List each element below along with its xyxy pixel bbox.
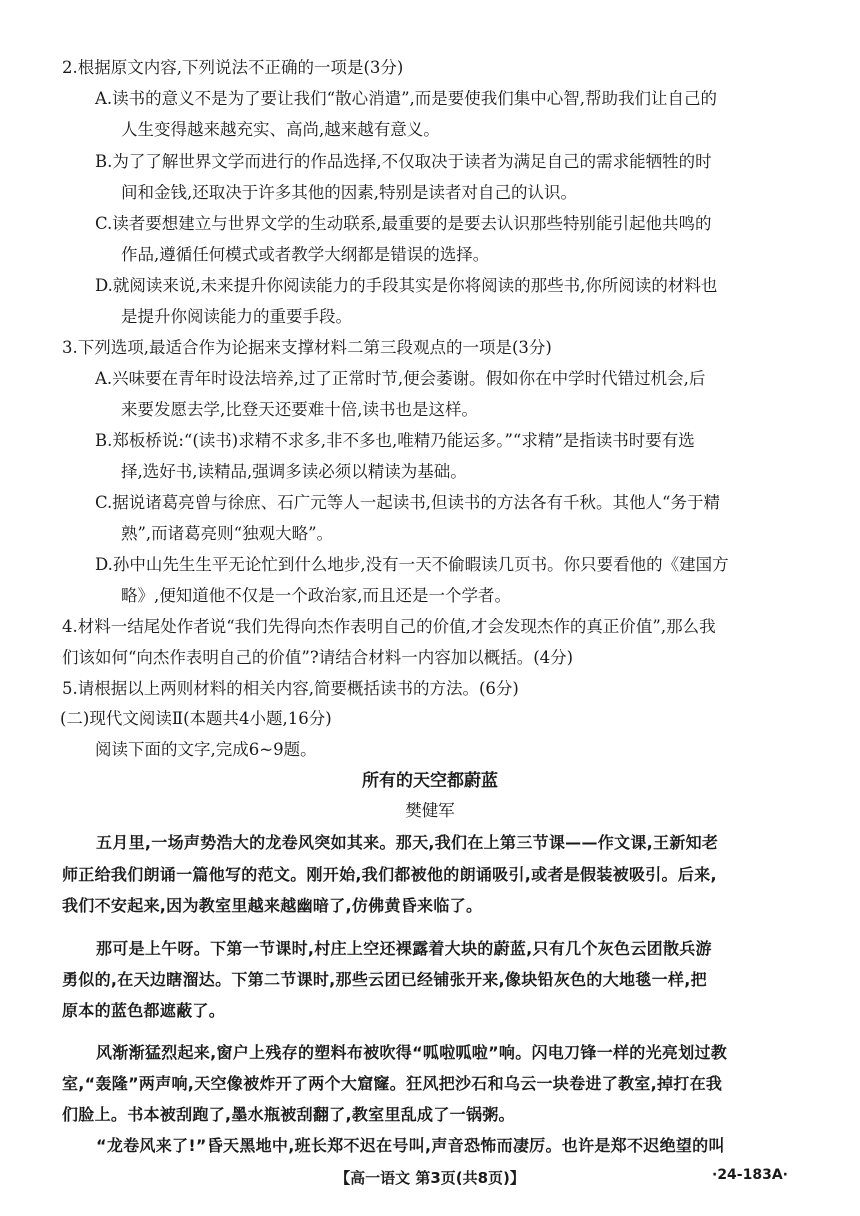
story-paragraph-2-line-3: 原本的蓝色都遮蔽了。 <box>62 1001 226 1020</box>
question-3-option-b: B.郑板桥说:“(读书)求精不求多,非不多也,唯精乃能运多。”“求精”是指读书时要有选 <box>95 431 695 450</box>
question-3-option-c-cont: 熟”,而诸葛亮则“独观大略”。 <box>121 524 334 543</box>
question-4-line-1: 4.材料一结尾处作者说“我们先得向杰作表明自己的价值,才会发现杰作的真正价值”,那么我 <box>62 617 716 636</box>
question-4-line-2: 们该如何“向杰作表明自己的价值”?请结合材料一内容加以概括。(4分) <box>62 648 574 667</box>
question-3-option-a-cont: 来要发愿去学,比登天还要难十倍,读书也是这样。 <box>121 400 478 419</box>
section-heading: (二)现代文阅读Ⅱ(本题共4小题,16分) <box>60 709 332 728</box>
story-paragraph-3-line-1: 风渐渐猛烈起来,窗户上残存的塑料布被吹得“呱啦呱啦”响。闪电刀锋一样的光亮划过教 <box>96 1043 728 1062</box>
story-paragraph-1-line-2: 师正给我们朗诵一篇他写的范文。刚开始,我们都被他的朗诵吸引,或者是假装被吸引。后来, <box>62 865 717 884</box>
question-3-option-b-cont: 择,选好书,读精品,强调多读必须以精读为基础。 <box>121 462 467 481</box>
question-3-option-d-cont: 略》,便知道他不仅是一个政治家,而且还是一个学者。 <box>121 586 511 605</box>
question-2-option-c-cont: 作品,遵循任何模式或者教学大纲都是错误的选择。 <box>121 245 490 264</box>
story-paragraph-2-line-2: 勇似的,在天边瞎溜达。下第二节课时,那些云团已经铺张开来,像块铅灰色的大地毯一样,把 <box>62 970 707 989</box>
question-2-option-b: B.为了了解世界文学而进行的作品选择,不仅取决于读者为满足自己的需求能牺牲的时 <box>95 152 712 171</box>
story-title: 所有的天空都蔚蓝 <box>362 771 498 791</box>
story-paragraph-3-line-2: 室,“轰隆”两声响,天空像被炸开了两个大窟窿。狂风把沙石和乌云一块卷进了教室,掉打在我 <box>62 1074 723 1093</box>
question-2-option-a: A.读书的意义不是为了要让我们“散心消遣”,而是要使我们集中心智,帮助我们让自己的 <box>95 89 718 108</box>
question-3-stem: 3.下列选项,最适合作为论据来支撑材料二第三段观点的一项是(3分) <box>62 338 552 357</box>
story-paragraph-2-line-1: 那可是上午呀。下第一节课时,村庄上空还裸露着大块的蔚蓝,只有几个灰色云团散兵游 <box>96 939 712 958</box>
story-paragraph-3-line-3: 们脸上。书本被刮跑了,墨水瓶被刮翻了,教室里乱成了一锅粥。 <box>62 1105 515 1124</box>
paper-code: ·24-183A· <box>712 1167 788 1183</box>
page-footer: 【高一语文 第3页(共8页)】 <box>335 1169 525 1187</box>
story-paragraph-4-line-1: “龙卷风来了!”昏天黑地中,班长郑不迟在号叫,声音恐怖而凄厉。也许是郑不迟绝望的叫 <box>96 1136 725 1155</box>
story-author: 樊健军 <box>405 801 455 820</box>
question-2-option-a-cont: 人生变得越来越充实、高尚,越来越有意义。 <box>121 120 440 139</box>
question-2-option-d: D.就阅读来说,未来提升你阅读能力的手段其实是你将阅读的那些书,你所阅读的材料也 <box>95 276 718 295</box>
question-3-option-a: A.兴味要在青年时设法培养,过了正常时节,便会萎谢。假如你在中学时代错过机会,后 <box>95 369 706 388</box>
story-paragraph-1-line-1: 五月里,一场声势浩大的龙卷风突如其来。那天,我们在上第三节课——作文课,王新知老 <box>96 833 719 852</box>
question-2-option-d-cont: 是提升你阅读能力的重要手段。 <box>121 307 352 326</box>
reading-instruction: 阅读下面的文字,完成6~9题。 <box>95 740 317 759</box>
question-5: 5.请根据以上两则材料的相关内容,简要概括读书的方法。(6分) <box>62 679 519 698</box>
story-paragraph-1-line-3: 我们不安起来,因为教室里越来越幽暗了,仿佛黄昏来临了。 <box>62 896 483 915</box>
question-3-option-c: C.据说诸葛亮曾与徐庶、石广元等人一起读书,但读书的方法各有千秋。其他人“务于精 <box>95 493 720 512</box>
question-2-option-b-cont: 间和金钱,还取决于许多其他的因素,特别是读者对自己的认识。 <box>121 183 577 202</box>
question-2-option-c: C.读者要想建立与世界文学的生动联系,最重要的是要去认识那些特别能引起他共鸣的 <box>95 214 712 233</box>
question-3-option-d: D.孙中山先生生平无论忙到什么地步,没有一天不偷暇读几页书。你只要看他的《建国方 <box>95 555 729 574</box>
question-2-stem: 2.根据原文内容,下列说法不正确的一项是(3分) <box>62 58 404 77</box>
